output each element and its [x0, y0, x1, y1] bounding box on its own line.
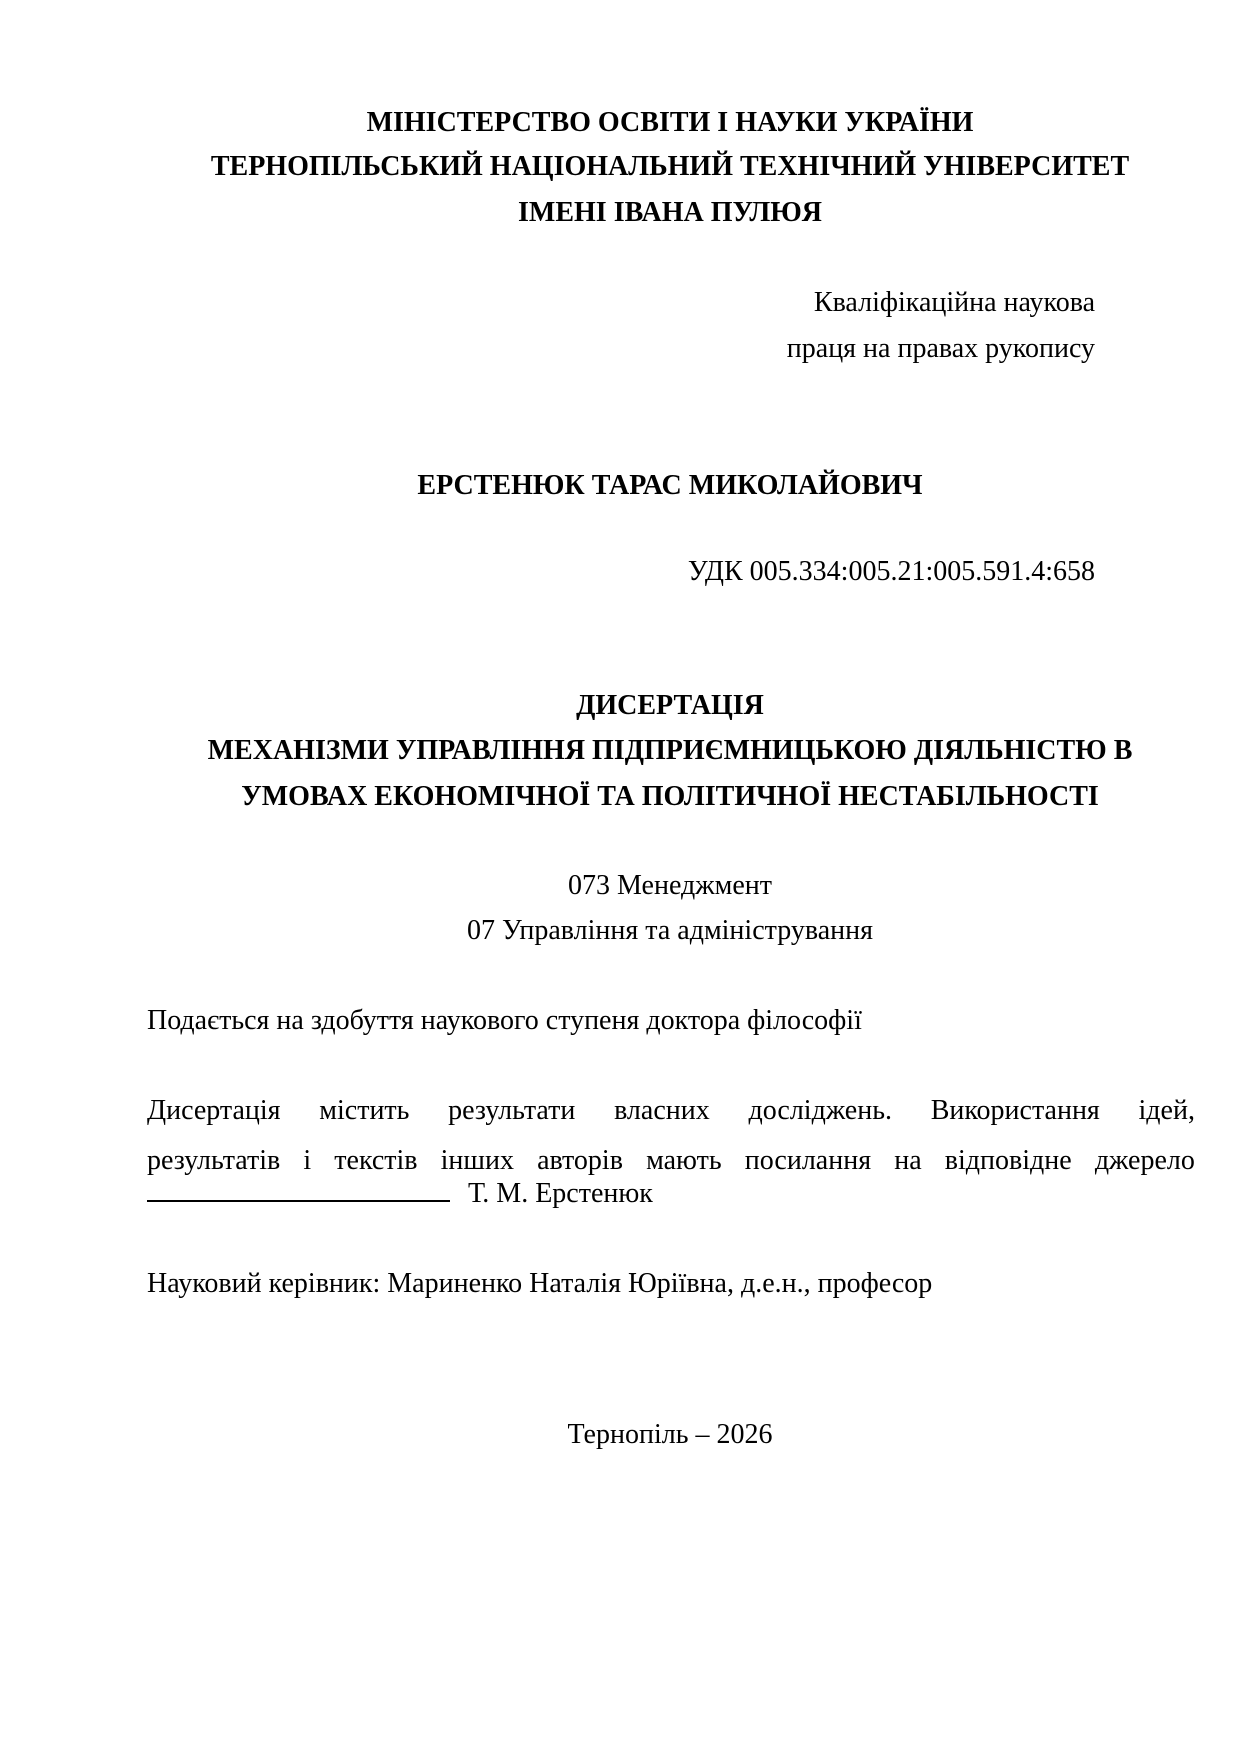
- specialty-code: 073 Менеджмент: [568, 870, 772, 901]
- author-name: ЕРСТЕНЮК ТАРАС МИКОЛАЙОВИЧ: [417, 470, 923, 501]
- word: текстів: [334, 1145, 418, 1176]
- university-heading: ТЕРНОПІЛЬСЬКИЙ НАЦІОНАЛЬНИЙ ТЕХНІЧНИЙ УНІВЕРСИТЕТ: [210, 151, 1130, 182]
- originality-row-2: [147, 1143, 1195, 1179]
- word: авторів: [537, 1145, 623, 1176]
- manuscript-note-line1: Кваліфікаційна наукова: [813, 287, 1095, 318]
- university-name-heading: ІМЕНІ ІВАНА ПУЛЮЯ: [518, 197, 822, 228]
- word: ідей,: [1138, 1095, 1195, 1126]
- supervisor-info: Науковий керівник: Мариненко Наталія Юріївна, д.е.н., професор: [147, 1268, 933, 1299]
- udc-code: УДК 005.334:005.21:005.591.4:658: [687, 556, 1095, 587]
- specialty-field: 07 Управління та адміністрування: [467, 915, 873, 946]
- signature-name: Т. М. Ерстенюк: [468, 1178, 653, 1209]
- document-type-title: ДИСЕРТАЦІЯ: [576, 690, 764, 721]
- word: відповідне: [944, 1145, 1072, 1176]
- manuscript-note-line2: праця на правах рукопису: [786, 333, 1095, 364]
- word: досліджень.: [748, 1095, 892, 1126]
- city-year: Тернопіль – 2026: [567, 1419, 773, 1450]
- word: результати: [448, 1095, 576, 1126]
- originality-row-1: [147, 1093, 1195, 1129]
- signature-row: [147, 1176, 653, 1212]
- degree-statement: Подається на здобуття наукового ступеня доктора філософії: [147, 1005, 862, 1036]
- word: посилання: [744, 1145, 872, 1176]
- word: результатів: [147, 1145, 281, 1176]
- word: власних: [614, 1095, 710, 1126]
- word: містить: [319, 1095, 410, 1126]
- word: на: [894, 1145, 922, 1176]
- word: і: [303, 1145, 312, 1176]
- ministry-heading: МІНІСТЕРСТВО ОСВІТИ І НАУКИ УКРАЇНИ: [366, 107, 974, 138]
- word: Дисертація: [147, 1095, 281, 1126]
- word: інших: [440, 1145, 514, 1176]
- dissertation-title-line1: МЕХАНІЗМИ УПРАВЛІННЯ ПІДПРИЄМНИЦЬКОЮ ДІЯЛЬНІСТЮ В: [207, 735, 1133, 766]
- dissertation-title-line2: УМОВАХ ЕКОНОМІЧНОЇ ТА ПОЛІТИЧНОЇ НЕСТАБІЛЬНОСТІ: [241, 781, 1099, 812]
- signature-line: [147, 1176, 450, 1202]
- word: джерело: [1094, 1145, 1195, 1176]
- word: мають: [646, 1145, 722, 1176]
- word: Використання: [930, 1095, 1100, 1126]
